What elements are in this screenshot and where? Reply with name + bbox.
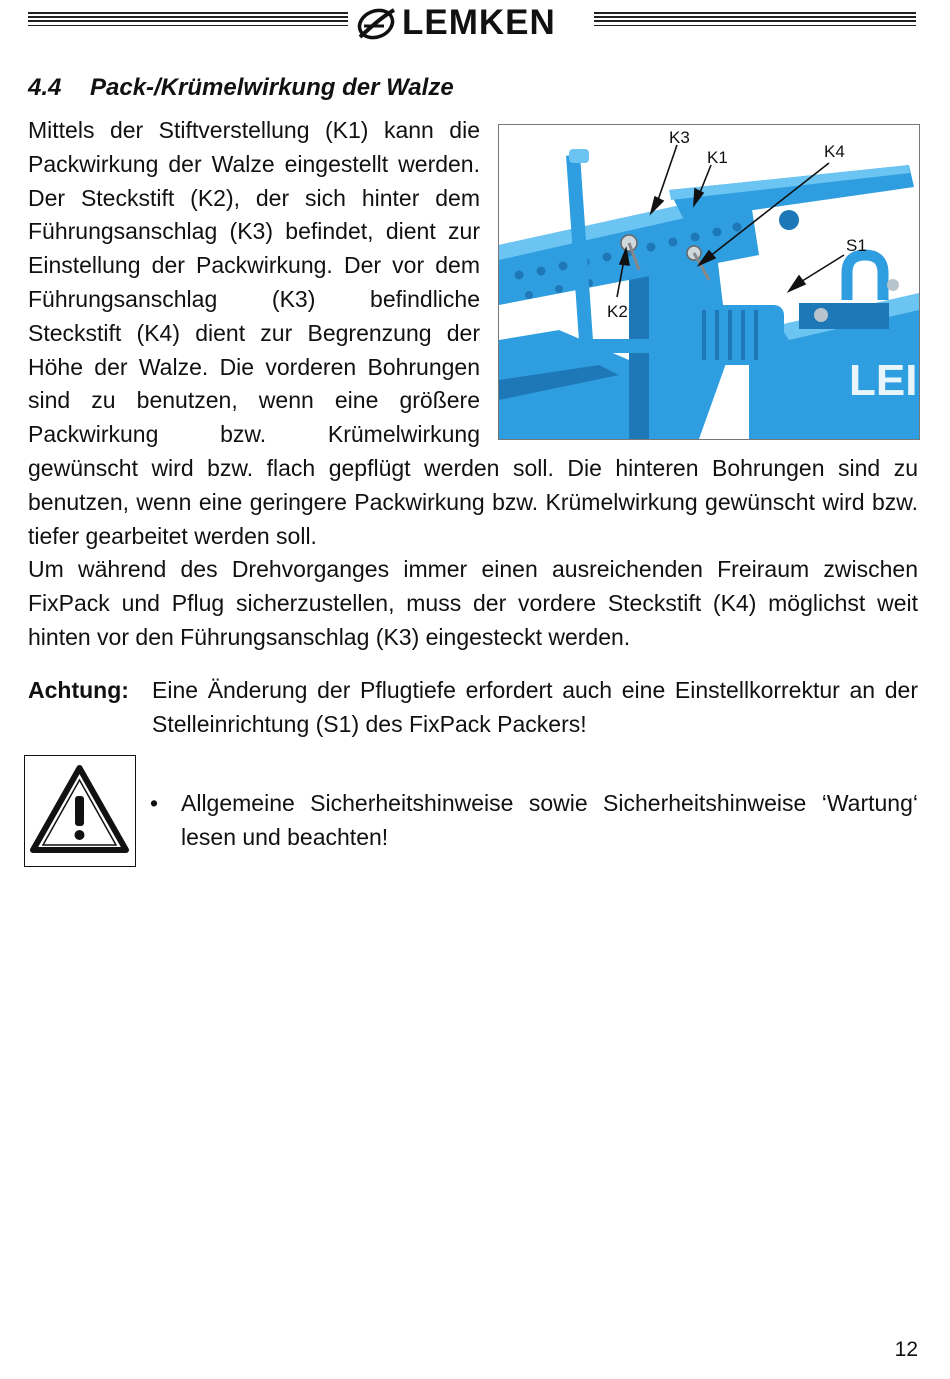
warning-box <box>24 755 136 867</box>
section-number: 4.4 <box>28 74 62 101</box>
label-k3: K3 <box>669 128 690 147</box>
body-text <box>28 114 918 655</box>
header-rule-left <box>28 12 348 26</box>
paragraph-2: Um während des Drehvorganges immer einen ausreichenden Freiraum zwischen FixPack und Pflug sicherzustellen, muss der vordere Steckstift (K4) möglichst weit hinten vor den Führungsanschlag (K3) eingesteckt werden. <box>28 556 918 650</box>
page-header <box>0 0 950 50</box>
page-number: 12 <box>894 1338 918 1361</box>
label-k2: K2 <box>607 302 628 321</box>
machine-lettering: LEI <box>849 356 918 405</box>
warning-triangle-icon <box>25 756 134 865</box>
safety-bullet <box>150 787 918 855</box>
paragraph-1: Mittels der Stiftverstellung (K1) kann die Packwirkung der Walze eingestellt werden. Der Steckstift (K2), der sich hinter dem Führungsanschlag (K3) befindet, dient zur Einstellung der Packwirkung. Der vor dem Führungsanschlag (K3) befindliche Steckstift (K4) dient zur Begrenzung der Höhe der Walze. Die vorderen Bohrungen sind zu benutzen, wenn eine größere Packwirkung bzw. Krümelwirkung gewünscht wird bzw. flach gepflügt werden soll. Die hinteren Bohrungen sind zu benutzen, wenn eine geringere Packwirkung bzw. Krümelwirkung gewünscht wird bzw. tiefer gearbeitet werden soll. <box>28 117 918 549</box>
brand-name: LEMKEN <box>402 3 556 42</box>
attention-label: Achtung: <box>28 677 129 703</box>
section-title: Pack-/Krümelwirkung der Walze <box>90 74 454 101</box>
section-heading <box>28 74 454 102</box>
label-k4: K4 <box>824 142 845 161</box>
safety-text: Allgemeine Sicherheitshinweise sowie Sicherheitshinweise ‘Wartung‘ lesen und beachten! <box>181 790 918 850</box>
attention-note <box>28 674 918 742</box>
label-k1: K1 <box>707 148 728 167</box>
header-rule-right <box>594 12 916 26</box>
lemken-emblem-icon <box>354 4 398 42</box>
attention-text: Eine Änderung der Pflugtiefe erfordert auch eine Einstellkorrektur an der Stelleinrichtung (S1) des FixPack Packers! <box>152 677 918 737</box>
figure-spacer <box>480 114 918 450</box>
bullet-dot: • <box>150 790 159 816</box>
label-s1: S1 <box>846 236 867 255</box>
lemken-logo <box>354 3 556 43</box>
